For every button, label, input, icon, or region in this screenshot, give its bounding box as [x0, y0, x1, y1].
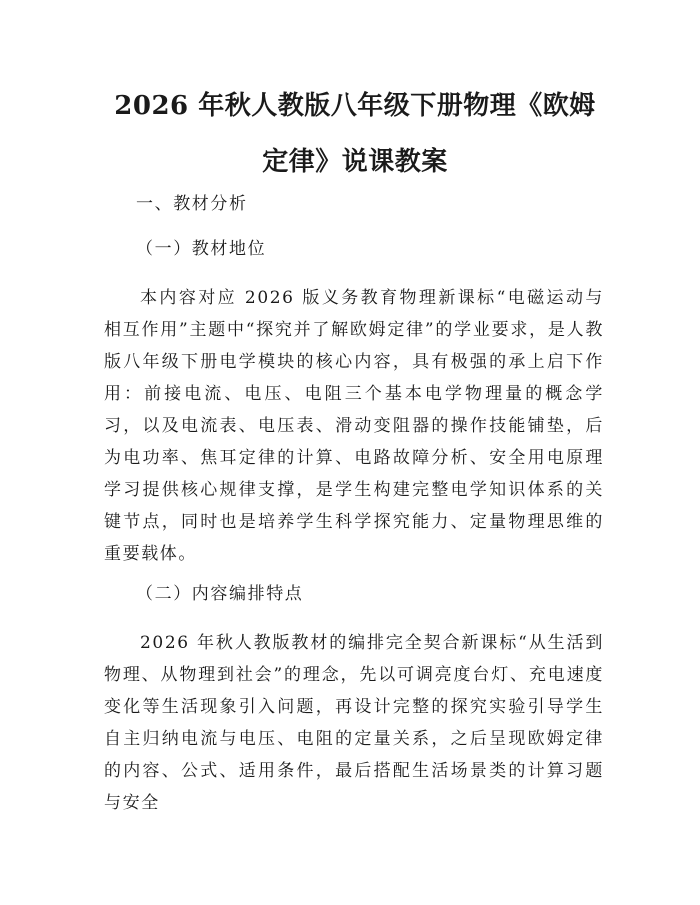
- subsection-heading-textbook-position: （一）教材地位: [136, 239, 267, 259]
- paragraph-content-arrangement: 2026 年秋人教版教材的编排完全契合新课标“从生活到物理、从物理到社会”的理念，先以可调亮度台灯、充电速度变化等生活现象引入问题，再设计完整的探究实验引导学生自主归纳电流与电压、电阻的定量关系，之后呈现欧姆定律的内容、公式、适用条件，最后搭配生活场景类的计算习题与安全: [104, 633, 604, 813]
- document-title: 2026 年秋人教版八年级下册物理《欧姆定律》说课教案: [114, 91, 596, 177]
- paragraph-textbook-position: 本内容对应 2026 版义务教育物理新课标“电磁运动与相互作用”主题中“探究并了解欧姆定律”的学业要求，是人教版八年级下册电学模块的核心内容，具有极强的承上启下作用：前接电流、电压、电阻三个基本电学物理量的概念学习，以及电流表、电压表、滑动变阻器的操作技能铺垫，后为电功率、焦耳定律的计算、电路故障分析、安全用电原理学习提供核心规律支撑，是学生构建完整电学知识体系的关键节点，同时也是培养学生科学探究能力、定量物理思维的重要载体。: [104, 288, 604, 564]
- subsection-heading-content-arrangement: （二）内容编排特点: [136, 584, 304, 604]
- section-heading-textbook-analysis: 一、教材分析: [136, 194, 248, 214]
